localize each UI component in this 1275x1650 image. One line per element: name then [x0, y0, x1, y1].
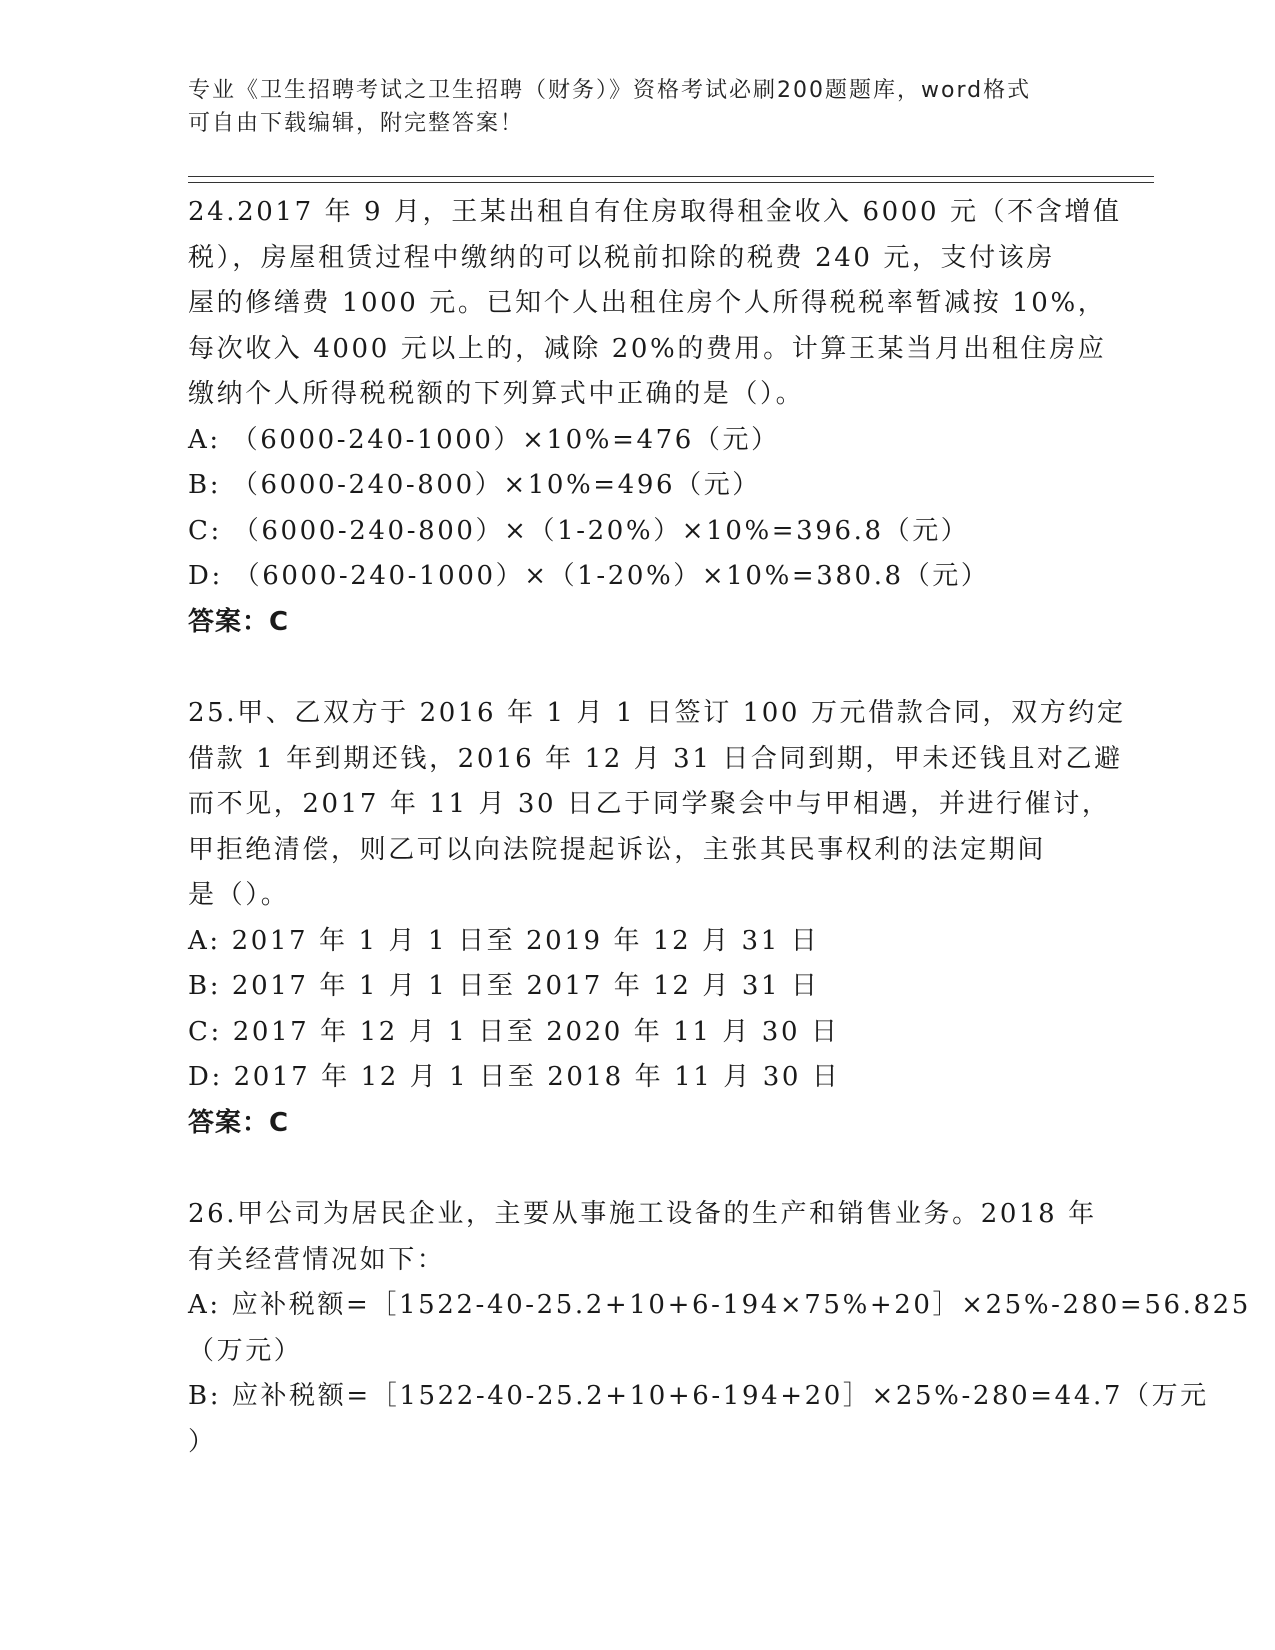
document-header — [188, 74, 1088, 140]
option-c: C: 2017 年 12 月 1 日至 2020 年 11 月 30 日 — [188, 1016, 840, 1047]
answer-label: 答案：C — [188, 606, 290, 637]
option-a: A: 应补税额=［1522-40-25.2+10+6-194×75%+20］×25%-280=56.825 — [188, 1290, 1251, 1320]
header-line-2: 可自由下载编辑，附完整答案！ — [188, 111, 525, 136]
question-stem-line: 是（）。 — [188, 880, 290, 910]
question-stem-line: 税），房屋租赁过程中缴纳的可以税前扣除的税费 240 元，支付该房 — [188, 242, 1055, 273]
question-stem-line: 有关经营情况如下： — [188, 1244, 446, 1275]
option-a: A: 2017 年 1 月 1 日至 2019 年 12 月 31 日 — [188, 925, 820, 956]
question-stem-line: 甲拒绝清偿，则乙可以向法院提起诉讼，主张其民事权利的法定期间 — [188, 834, 1047, 865]
question-stem-line: 而不见，2017 年 11 月 30 日乙于同学聚会中与甲相遇，并进行催讨， — [188, 789, 1111, 819]
question-stem-line: 屋的修缮费 1000 元。已知个人出租住房个人所得税税率暂减按 10%， — [188, 288, 1107, 318]
question-stem-line: 借款 1 年到期还钱，2016 年 12 月 31 日合同到期，甲未还钱且对乙避 — [188, 743, 1123, 774]
option-a: A: （6000-240-1000）×10%=476（元） — [188, 424, 780, 455]
question-24 — [188, 190, 1122, 645]
option-b: B: 应补税额=［1522-40-25.2+10+6-194+20］×25%-280=44.7（万元 — [188, 1381, 1209, 1411]
option-d: D: 2017 年 12 月 1 日至 2018 年 11 月 30 日 — [188, 1062, 841, 1092]
question-stem-line: 26.甲公司为居民企业，主要从事施工设备的生产和销售业务。2018 年 — [188, 1199, 1097, 1229]
question-stem-line: 24.2017 年 9 月，王某出租自有住房取得租金收入 6000 元（不含增值 — [188, 197, 1122, 227]
header-divider-top — [188, 176, 1154, 177]
answer-label: 答案：C — [188, 1107, 290, 1138]
question-stem-line: 每次收入 4000 元以上的，减除 20%的费用。计算王某当月出租住房应 — [188, 333, 1107, 364]
option-a-continued: （万元） — [188, 1335, 303, 1366]
question-stem-line: 25.甲、乙双方于 2016 年 1 月 1 日签订 100 万元借款合同，双方约定 — [188, 698, 1126, 728]
question-list — [188, 190, 1251, 1465]
option-b-continued: ） — [188, 1426, 217, 1457]
question-25 — [188, 691, 1126, 1146]
header-line-1: 专业《卫生招聘考试之卫生招聘（财务）》资格考试必刷200题题库，word格式 — [188, 78, 1032, 103]
option-b: B: 2017 年 1 月 1 日至 2017 年 12 月 31 日 — [188, 971, 820, 1001]
option-b: B: （6000-240-800）×10%=496（元） — [188, 470, 761, 500]
question-stem-line: 缴纳个人所得税税额的下列算式中正确的是（）。 — [188, 379, 805, 409]
option-d: D: （6000-240-1000）×（1-20%）×10%=380.8（元） — [188, 561, 990, 591]
question-spacer — [188, 1146, 1118, 1192]
option-c: C: （6000-240-800）×（1-20%）×10%=396.8（元） — [188, 515, 970, 546]
question-26 — [188, 1192, 1251, 1465]
question-spacer — [188, 645, 1118, 691]
header-divider-bottom — [188, 182, 1154, 183]
